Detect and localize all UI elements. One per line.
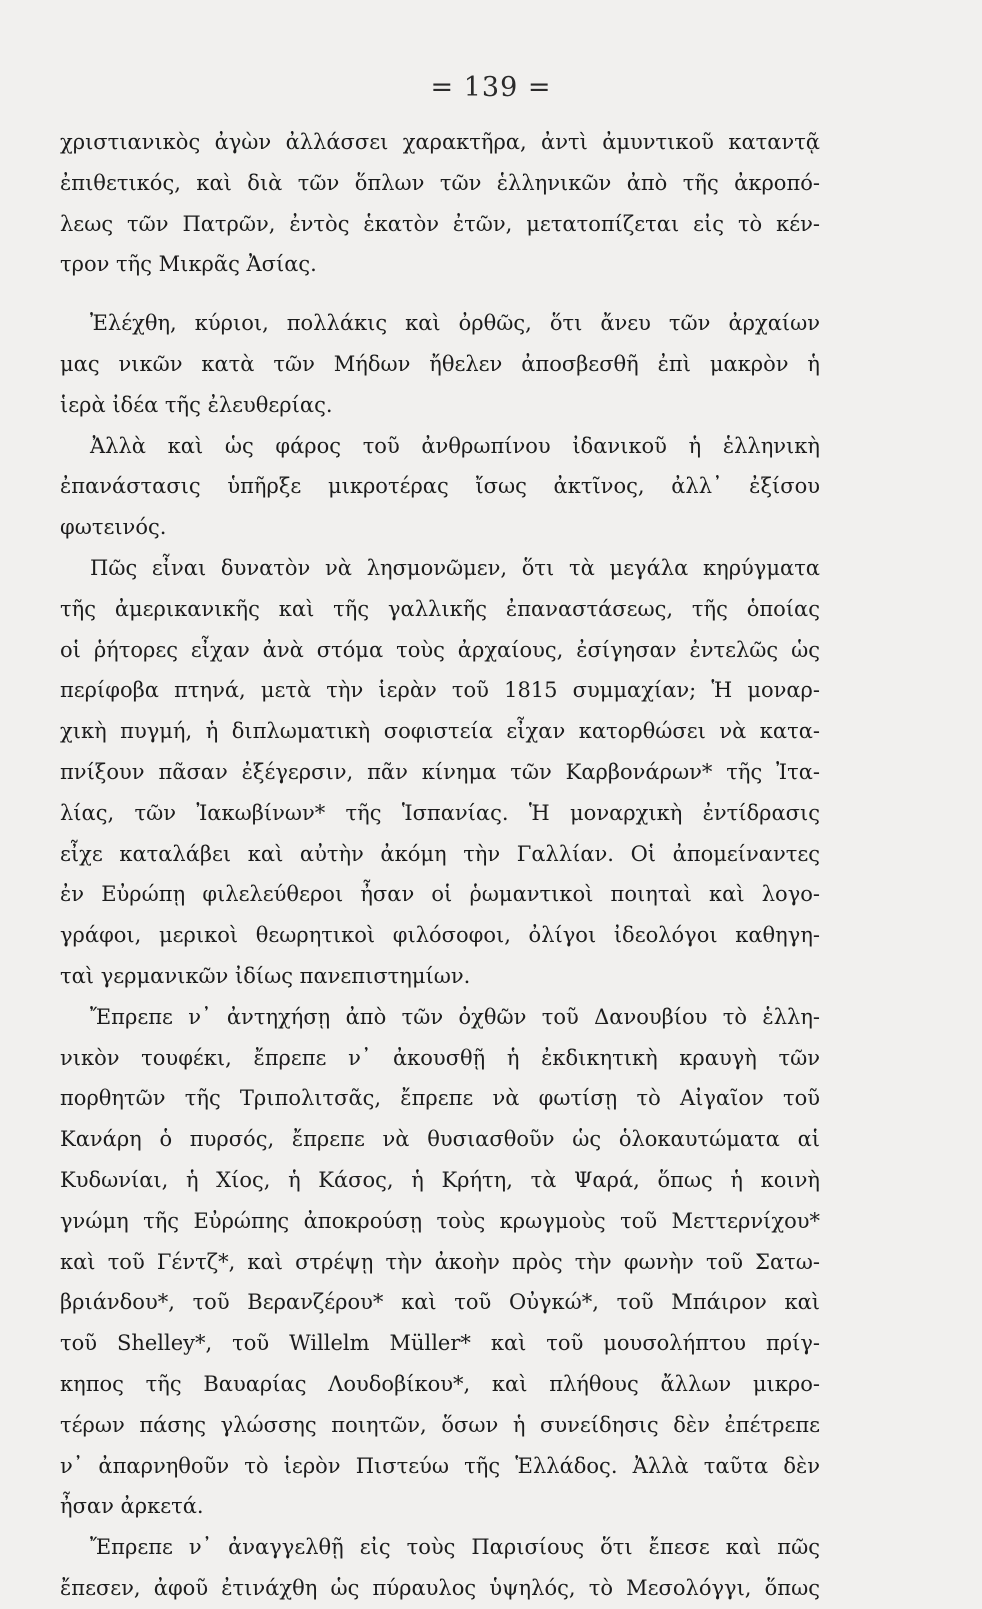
text-line: ἐπανάστασις ὑπῆρξε μικροτέρας ἴσως ἀκτῖνος, ἀλλ᾿ ἐξίσου xyxy=(60,474,820,499)
text-line: γράφοι, μερικοὶ θεωρητικοὶ φιλόσοφοι, ὀλίγοι ἰδεολόγοι καθηγη- xyxy=(60,923,820,948)
text-line: ἦσαν ἀρκετά. xyxy=(60,1494,204,1519)
text-line: τοῦ Shelley*, τοῦ Willelm Müller* καὶ τοῦ μουσολήπτου πρίγ- xyxy=(60,1331,820,1356)
text-line: Κυδωνίαι, ἡ Χίος, ἡ Κάσος, ἡ Κρήτη, τὰ Ψαρά, ὅπως ἡ κοινὴ xyxy=(60,1167,820,1192)
text-line: ν᾿ ἀπαρνηθοῦν τὸ ἱερὸν Πιστεύω τῆς Ἑλλάδος. Ἀλλὰ ταῦτα δὲν xyxy=(60,1453,820,1478)
text-line: Ἔπρεπε ν᾿ ἀντηχήσῃ ἀπὸ τῶν ὀχθῶν τοῦ Δανουβίου τὸ ἑλλη- xyxy=(90,1004,820,1029)
text-line: τῆς ἀμερικανικῆς καὶ τῆς γαλλικῆς ἐπαναστάσεως, τῆς ὁποίας xyxy=(60,596,820,621)
text-line: Πῶς εἶναι δυνατὸν νὰ λησμονῶμεν, ὅτι τὰ μεγάλα κηρύγματα xyxy=(90,555,820,580)
text-line: χικὴ πυγμή, ἡ διπλωματικὴ σοφιστεία εἶχαν κατορθώσει νὰ κατα- xyxy=(60,719,820,744)
text-line: λεως τῶν Πατρῶν, ἐντὸς ἑκατὸν ἐτῶν, μετατοπίζεται εἰς τὸ κέν- xyxy=(60,211,820,236)
text-line: πορθητῶν τῆς Τριπολιτσᾶς, ἔπρεπε νὰ φωτίσῃ τὸ Αἰγαῖον τοῦ xyxy=(60,1086,820,1111)
text-line: ἐν Εὐρώπῃ φιλελεύθεροι ἦσαν οἱ ῥωμαντικοὶ ποιηταὶ καὶ λογο- xyxy=(60,882,820,907)
text-line: εἶχε καταλάβει καὶ αὐτὴν ἀκόμη τὴν Γαλλίαν. Οἱ ἀπομείναντες xyxy=(60,841,820,866)
text-line: τρον τῆς Μικρᾶς Ἀσίας. xyxy=(60,252,317,277)
paragraph xyxy=(60,303,820,425)
text-line: τέρων πάσης γλώσσης ποιητῶν, ὅσων ἡ συνείδησις δὲν ἐπέτρεπε xyxy=(60,1412,820,1437)
paragraph xyxy=(60,1527,820,1609)
paragraph xyxy=(60,426,820,548)
paragraph xyxy=(60,122,820,285)
text-line: καὶ τοῦ Γέντζ*, καὶ στρέψῃ τὴν ἀκοὴν πρὸς τὴν φωνὴν τοῦ Σατω- xyxy=(60,1249,820,1274)
text-line: Κανάρη ὁ πυρσός, ἔπρεπε νὰ θυσιασθοῦν ὡς ὁλοκαυτώματα αἱ xyxy=(60,1127,820,1152)
paragraph xyxy=(60,548,820,997)
text-line: φωτεινός. xyxy=(60,515,167,540)
text-line: λίας, τῶν Ἰακωβίνων* τῆς Ἱσπανίας. Ἡ μοναρχικὴ ἐντίδρασις xyxy=(60,800,820,825)
text-line: νικὸν τουφέκι, ἔπρεπε ν᾿ ἀκουσθῇ ἡ ἐκδικητικὴ κραυγὴ τῶν xyxy=(60,1045,820,1070)
text-line: περίφοβα πτηνά, μετὰ τὴν ἱερὰν τοῦ 1815 συμμαχίαν; Ἡ μοναρ- xyxy=(60,678,820,703)
text-line: κηπος τῆς Βαυαρίας Λουδοβίκου*, καὶ πλήθους ἄλλων μικρο- xyxy=(60,1371,820,1396)
text-line: Ἐλέχθη, κύριοι, πολλάκις καὶ ὀρθῶς, ὅτι ἄνευ τῶν ἀρχαίων xyxy=(90,311,820,336)
text-line: πνίξουν πᾶσαν ἐξέγερσιν, πᾶν κίνημα τῶν Καρβονάρων* τῆς Ἰτα- xyxy=(60,759,820,784)
body-text xyxy=(60,122,820,1609)
text-line: μας νικῶν κατὰ τῶν Μήδων ἤθελεν ἀποσβεσθῆ ἐπὶ μακρὸν ἡ xyxy=(60,351,820,376)
text-line: γνώμη τῆς Εὐρώπης ἀποκρούσῃ τοὺς κρωγμοὺς τοῦ Μεττερνίχου* xyxy=(60,1208,820,1233)
text-line: βριάνδου*, τοῦ Βερανζέρου* καὶ τοῦ Οὐγκώ*, τοῦ Μπάιρον καὶ xyxy=(60,1290,820,1315)
text-line: Ἀλλὰ καὶ ὡς φάρος τοῦ ἀνθρωπίνου ἰδανικοῦ ἡ ἑλληνικὴ xyxy=(90,433,820,458)
text-line: ἐπιθετικός, καὶ διὰ τῶν ὅπλων τῶν ἑλληνικῶν ἀπὸ τῆς ἀκροπό- xyxy=(60,170,820,195)
text-line: οἱ ῥήτορες εἶχαν ἀνὰ στόμα τοὺς ἀρχαίους, ἐσίγησαν ἐντελῶς ὡς xyxy=(60,637,820,662)
text-line: Ἔπρεπε ν᾿ ἀναγγελθῇ εἰς τοὺς Παρισίους ὅτι ἔπεσε καὶ πῶς xyxy=(90,1535,820,1560)
text-line: ἔπεσεν, ἀφοῦ ἐτινάχθη ὡς πύραυλος ὑψηλός, τὸ Μεσολόγγι, ὅπως xyxy=(60,1575,820,1600)
paragraph xyxy=(60,997,820,1527)
text-line: χριστιανικὸς ἀγὼν ἀλλάσσει χαρακτῆρα, ἀντὶ ἀμυντικοῦ καταντᾷ xyxy=(60,130,820,154)
page-number: = 139 = xyxy=(430,72,552,103)
text-line: ἱερὰ ἰδέα τῆς ἐλευθερίας. xyxy=(60,392,333,417)
text-line: ταὶ γερμανικῶν ἰδίως πανεπιστημίων. xyxy=(60,963,471,988)
